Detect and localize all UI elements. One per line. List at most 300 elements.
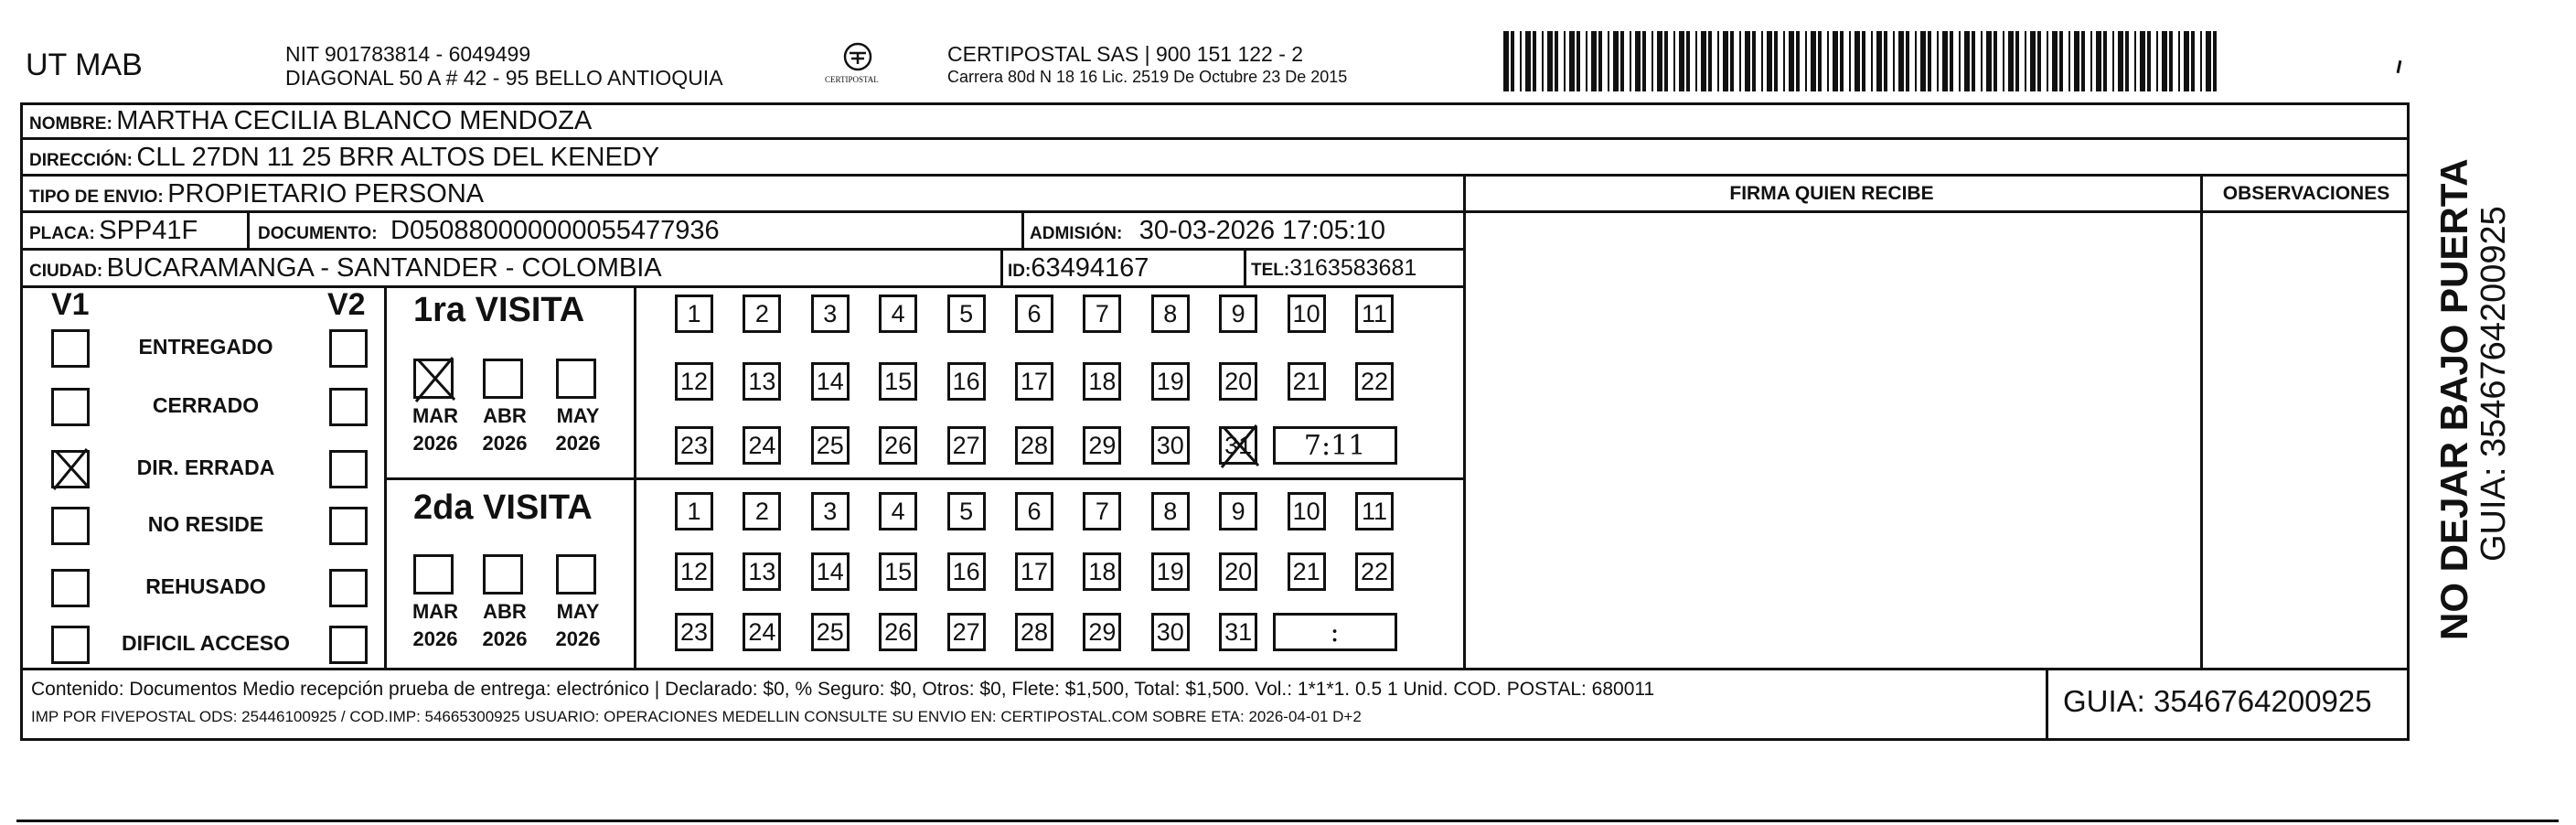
barcode-bar bbox=[1783, 31, 1785, 91]
day-number: 13 bbox=[748, 557, 776, 585]
barcode-bar bbox=[1811, 31, 1816, 91]
ciudad-field bbox=[29, 253, 662, 284]
nombre-value: MARTHA CECILIA BLANCO MENDOZA bbox=[116, 106, 593, 135]
status-label: CERRADO bbox=[152, 393, 260, 417]
barcode-bar bbox=[1789, 31, 1794, 91]
admision-field bbox=[1030, 216, 1385, 246]
v1-label: V1 bbox=[51, 287, 90, 322]
day-cell[interactable] bbox=[743, 295, 781, 333]
year-label: 2026 bbox=[555, 432, 601, 455]
barcode-bar bbox=[2125, 31, 2129, 91]
barcode-bar bbox=[1862, 31, 1865, 91]
barcode-bar bbox=[1915, 31, 1917, 91]
placa-value: SPP41F bbox=[99, 216, 198, 245]
day-number: 9 bbox=[1231, 299, 1245, 327]
day-number: 27 bbox=[952, 617, 980, 646]
barcode-bar bbox=[1701, 31, 1706, 91]
barcode-bar bbox=[1555, 31, 1558, 91]
v1-checkbox[interactable] bbox=[51, 626, 90, 664]
barcode-bar bbox=[1630, 31, 1631, 91]
month-checkbox[interactable] bbox=[556, 554, 596, 595]
barcode-bar bbox=[1511, 31, 1514, 91]
day-number: 30 bbox=[1156, 617, 1184, 646]
barcode-bar bbox=[2200, 31, 2202, 91]
day-cell[interactable] bbox=[1288, 492, 1326, 530]
day-cell[interactable] bbox=[1219, 552, 1257, 591]
day-cell[interactable] bbox=[1219, 362, 1257, 401]
day-number: 19 bbox=[1156, 557, 1184, 585]
barcode-bar bbox=[2156, 31, 2158, 91]
barcode-bar bbox=[1723, 31, 1728, 91]
barcode-bar bbox=[1591, 31, 1597, 91]
day-number: 3 bbox=[823, 299, 838, 327]
barcode-bar bbox=[1686, 31, 1690, 91]
barcode-bar bbox=[2052, 31, 2058, 91]
day-cell[interactable] bbox=[1219, 295, 1257, 333]
day-number: 3 bbox=[823, 497, 838, 525]
barcode-bar bbox=[1871, 31, 1873, 91]
side-guia: GUIA: 3546764200925 bbox=[2474, 206, 2513, 562]
month-checkbox[interactable] bbox=[556, 359, 596, 399]
barcode-bar bbox=[1855, 31, 1860, 91]
barcode-bar bbox=[1635, 31, 1641, 91]
id-label: ID: bbox=[1008, 262, 1031, 281]
day-number: 31 bbox=[1224, 431, 1253, 459]
day-cell[interactable] bbox=[1151, 552, 1190, 591]
barcode-bar bbox=[1818, 31, 1822, 91]
month-checkbox[interactable] bbox=[483, 359, 523, 399]
barcode-bar bbox=[1745, 31, 1750, 91]
day-cell[interactable] bbox=[879, 552, 917, 591]
day-number: 12 bbox=[679, 557, 709, 585]
barcode-bar bbox=[1577, 31, 1580, 91]
barcode-bar bbox=[2068, 31, 2070, 91]
day-cell[interactable] bbox=[811, 552, 850, 591]
day-cell[interactable] bbox=[1015, 426, 1053, 465]
month-label: MAR bbox=[412, 404, 459, 427]
day-cell[interactable] bbox=[947, 613, 986, 651]
v1-checkbox[interactable] bbox=[51, 569, 90, 607]
barcode-bar bbox=[1986, 31, 1992, 91]
day-cell[interactable] bbox=[1288, 295, 1326, 333]
day-cell[interactable] bbox=[1083, 362, 1121, 401]
direccion-value: CLL 27DN 11 25 BRR ALTOS DEL KENEDY bbox=[136, 143, 660, 172]
firma-area[interactable] bbox=[1466, 213, 2200, 668]
documento-field bbox=[258, 216, 720, 246]
time-field[interactable] bbox=[1273, 426, 1397, 465]
placa-field bbox=[29, 216, 198, 246]
day-cell[interactable] bbox=[1288, 362, 1326, 401]
barcode-bar bbox=[2037, 31, 2041, 91]
day-cell[interactable] bbox=[811, 492, 850, 530]
day-number: 10 bbox=[1292, 299, 1320, 327]
status-label: DIFICIL ACCESO bbox=[121, 631, 290, 655]
day-cell[interactable] bbox=[1015, 552, 1053, 591]
month-checkbox[interactable] bbox=[413, 554, 454, 595]
barcode-bar bbox=[2184, 31, 2189, 91]
barcode-bar bbox=[2003, 31, 2004, 91]
day-number: 8 bbox=[1163, 497, 1178, 525]
day-cell[interactable] bbox=[879, 295, 917, 333]
barcode-bar bbox=[1920, 31, 1926, 91]
day-number: 15 bbox=[884, 367, 913, 395]
day-number: 27 bbox=[952, 431, 980, 459]
day-number: 28 bbox=[1020, 617, 1049, 646]
time-field[interactable] bbox=[1273, 613, 1397, 651]
day-number: 7 bbox=[1095, 299, 1109, 327]
day-number: 16 bbox=[952, 367, 980, 395]
sender-name: UT MAB bbox=[26, 48, 143, 82]
v1-checkbox[interactable] bbox=[51, 507, 90, 545]
day-cell[interactable] bbox=[879, 426, 917, 465]
day-number: 26 bbox=[884, 617, 913, 646]
v1-checkbox[interactable] bbox=[51, 388, 90, 426]
day-number: 21 bbox=[1292, 557, 1320, 585]
day-cell[interactable] bbox=[675, 613, 713, 651]
footer-contenido: Contenido: Documentos Medio recepción prueba de entrega: electrónico | Declarado: $0, % Seguro: $0, Otros: $0, Flete: $1,500, Total: $1,500. Vol.: 1*1*1. 0.5 1 Unid. COD. POSTAL: 680011 bbox=[31, 679, 1655, 700]
v2-checkbox[interactable] bbox=[329, 329, 368, 368]
tipo-row bbox=[29, 179, 484, 209]
admision-value: 30-03-2026 17:05:10 bbox=[1138, 216, 1386, 245]
day-cell[interactable] bbox=[1355, 295, 1394, 333]
day-cell[interactable] bbox=[1219, 613, 1257, 651]
day-number: 4 bbox=[891, 299, 905, 327]
day-number: 2 bbox=[754, 299, 769, 327]
day-cell[interactable] bbox=[1015, 492, 1053, 530]
barcode-bar bbox=[1657, 31, 1662, 91]
barcode-bar bbox=[2081, 31, 2085, 91]
day-number: 11 bbox=[1361, 497, 1388, 525]
v2-checkbox[interactable] bbox=[329, 507, 368, 545]
day-cell[interactable] bbox=[675, 295, 713, 333]
barcode-bar bbox=[2025, 31, 2026, 91]
direccion-label: DIRECCIÓN: bbox=[29, 151, 133, 170]
day-cell[interactable] bbox=[743, 362, 781, 401]
day-cell[interactable] bbox=[947, 492, 986, 530]
status-label: ENTREGADO bbox=[138, 335, 273, 359]
tipo-value: PROPIETARIO PERSONA bbox=[167, 179, 485, 209]
day-cell[interactable] bbox=[1355, 552, 1394, 591]
day-number: 26 bbox=[884, 431, 913, 459]
barcode-bar bbox=[1884, 31, 1887, 91]
barcode-bar bbox=[1893, 31, 1895, 91]
page-bottom-line bbox=[16, 820, 2559, 822]
day-number: 14 bbox=[816, 367, 844, 395]
id-field bbox=[1008, 253, 1149, 284]
side-warning: NO DEJAR BAJO PUERTA bbox=[2432, 158, 2475, 640]
stray-mark bbox=[2397, 60, 2402, 73]
month-label: MAY bbox=[556, 600, 600, 623]
barcode-bar bbox=[2090, 31, 2092, 91]
time-value: 7:11 bbox=[1303, 429, 1366, 462]
barcode-bar bbox=[1503, 31, 1509, 91]
barcode-bar bbox=[1642, 31, 1646, 91]
day-number: 25 bbox=[816, 617, 844, 646]
day-cell[interactable] bbox=[1288, 552, 1326, 591]
barcode-bar bbox=[1717, 31, 1719, 91]
barcode-bar bbox=[1533, 31, 1536, 91]
barcode-bar bbox=[1752, 31, 1756, 91]
day-number: 24 bbox=[748, 617, 776, 646]
tel-label: TEL: bbox=[1251, 261, 1290, 280]
v2-checkbox[interactable] bbox=[329, 569, 368, 607]
day-cell[interactable] bbox=[1083, 295, 1121, 333]
day-cell[interactable] bbox=[1015, 613, 1053, 651]
barcode-bar bbox=[1664, 31, 1668, 91]
month-label: MAY bbox=[556, 404, 600, 427]
day-cell[interactable] bbox=[1151, 613, 1190, 651]
barcode-bar bbox=[1708, 31, 1712, 91]
day-cell[interactable] bbox=[947, 426, 986, 465]
tel-value: 3163583681 bbox=[1289, 255, 1417, 281]
ciudad-value: BUCARAMANGA - SANTANDER - COLOMBIA bbox=[106, 253, 662, 283]
barcode-bar bbox=[2213, 31, 2217, 91]
month-checkbox[interactable] bbox=[483, 554, 523, 595]
status-label: REHUSADO bbox=[145, 574, 266, 598]
firma-header: FIRMA QUIEN RECIBE bbox=[1729, 183, 1934, 204]
v2-checkbox[interactable] bbox=[329, 626, 368, 664]
barcode-bar bbox=[2047, 31, 2048, 91]
barcode-bar bbox=[1937, 31, 1939, 91]
day-cell[interactable] bbox=[1219, 492, 1257, 530]
v2-checkbox[interactable] bbox=[329, 450, 368, 488]
day-cell[interactable] bbox=[1151, 362, 1190, 401]
day-number: 23 bbox=[679, 431, 709, 459]
day-cell[interactable] bbox=[1083, 426, 1121, 465]
barcode-bar bbox=[2096, 31, 2101, 91]
barcode bbox=[1503, 31, 2226, 93]
barcode-bar bbox=[2147, 31, 2151, 91]
day-cell[interactable] bbox=[811, 426, 850, 465]
day-number: 1 bbox=[687, 299, 701, 327]
day-number: 25 bbox=[816, 431, 844, 459]
day-cell[interactable] bbox=[1083, 552, 1121, 591]
barcode-bar bbox=[1679, 31, 1684, 91]
barcode-bar bbox=[1730, 31, 1734, 91]
day-cell[interactable] bbox=[675, 426, 713, 465]
barcode-bar bbox=[1547, 31, 1553, 91]
barcode-bar bbox=[1651, 31, 1653, 91]
company-license: Carrera 80d N 18 16 Lic. 2519 De Octubre 23 De 2015 bbox=[947, 68, 1348, 86]
barcode-bar bbox=[2169, 31, 2173, 91]
month-label: MAR bbox=[412, 600, 459, 623]
day-number: 5 bbox=[959, 299, 974, 327]
observaciones-area[interactable] bbox=[2203, 213, 2410, 668]
certipostal-logo bbox=[821, 40, 894, 95]
barcode-bar bbox=[1796, 31, 1800, 91]
v1-checkbox[interactable] bbox=[51, 450, 90, 488]
barcode-bar bbox=[1876, 31, 1882, 91]
barcode-bar bbox=[1906, 31, 1909, 91]
barcode-bar bbox=[2134, 31, 2136, 91]
barcode-bar bbox=[1964, 31, 1970, 91]
day-cell[interactable] bbox=[879, 492, 917, 530]
day-cell[interactable] bbox=[811, 362, 850, 401]
tel-field bbox=[1251, 255, 1416, 282]
day-number: 7 bbox=[1095, 497, 1109, 525]
day-number: 1 bbox=[687, 497, 701, 525]
barcode-bar bbox=[1620, 31, 1624, 91]
barcode-bar bbox=[1564, 31, 1566, 91]
day-cell[interactable] bbox=[947, 295, 986, 333]
day-cell[interactable] bbox=[1151, 295, 1190, 333]
barcode-bar bbox=[1833, 31, 1838, 91]
barcode-bar bbox=[1598, 31, 1602, 91]
barcode-bar bbox=[1950, 31, 1953, 91]
barcode-bar bbox=[1942, 31, 1948, 91]
day-number: 29 bbox=[1088, 431, 1117, 459]
documento-value: D050880000000055477936 bbox=[390, 216, 720, 245]
day-cell[interactable] bbox=[947, 552, 986, 591]
nombre-label: NOMBRE: bbox=[29, 114, 112, 134]
tipo-label: TIPO DE ENVIO: bbox=[29, 188, 164, 207]
day-cell[interactable] bbox=[675, 362, 713, 401]
visit1-title: 1ra VISITA bbox=[413, 291, 585, 329]
barcode-bar bbox=[2118, 31, 2123, 91]
day-number: 22 bbox=[1360, 367, 1389, 395]
barcode-bar bbox=[1827, 31, 1829, 91]
barcode-bar bbox=[1774, 31, 1778, 91]
day-number: 20 bbox=[1224, 367, 1253, 395]
day-number: 28 bbox=[1020, 431, 1049, 459]
barcode-bar bbox=[2178, 31, 2180, 91]
day-number: 6 bbox=[1027, 299, 1042, 327]
day-number: 8 bbox=[1163, 299, 1178, 327]
day-number: 6 bbox=[1027, 497, 1042, 525]
barcode-bar bbox=[1673, 31, 1675, 91]
day-cell[interactable] bbox=[743, 492, 781, 530]
footer-imp: IMP POR FIVEPOSTAL ODS: 25446100925 / COD.IMP: 54665300925 USUARIO: OPERACIONES MEDELLIN CONSULTE SU ENVIO EN: CERTIPOSTAL.COM SOBRE ETA: 2026-04-01 D+2 bbox=[31, 708, 1362, 725]
v2-checkbox[interactable] bbox=[329, 388, 368, 426]
day-number: 11 bbox=[1361, 299, 1388, 327]
day-cell[interactable] bbox=[1355, 492, 1394, 530]
day-number: 18 bbox=[1088, 557, 1117, 585]
barcode-bar bbox=[2206, 31, 2211, 91]
nombre-row bbox=[29, 106, 592, 136]
time-value: : bbox=[1330, 616, 1340, 648]
v1-checkbox[interactable] bbox=[51, 329, 90, 368]
barcode-bar bbox=[1739, 31, 1741, 91]
day-cell[interactable] bbox=[1015, 295, 1053, 333]
day-number: 29 bbox=[1088, 617, 1117, 646]
status-label: NO RESIDE bbox=[147, 512, 264, 536]
barcode-bar bbox=[1586, 31, 1587, 91]
barcode-bar bbox=[2074, 31, 2079, 91]
day-number: 30 bbox=[1156, 431, 1184, 459]
day-number: 17 bbox=[1020, 557, 1049, 585]
v2-label: V2 bbox=[327, 287, 366, 322]
day-number: 9 bbox=[1231, 497, 1245, 525]
barcode-bar bbox=[1520, 31, 1522, 91]
company-name: CERTIPOSTAL SAS | 900 151 122 - 2 bbox=[947, 42, 1304, 66]
year-label: 2026 bbox=[482, 432, 528, 455]
day-number: 21 bbox=[1292, 367, 1320, 395]
day-number: 24 bbox=[748, 431, 776, 459]
day-number: 4 bbox=[891, 497, 905, 525]
day-number: 15 bbox=[884, 557, 913, 585]
barcode-bar bbox=[1542, 31, 1544, 91]
day-cell[interactable] bbox=[675, 552, 713, 591]
barcode-bar bbox=[1849, 31, 1851, 91]
day-number: 12 bbox=[679, 367, 709, 395]
placa-label: PLACA: bbox=[29, 224, 95, 243]
footer-guia: GUIA: 3546764200925 bbox=[2063, 684, 2372, 718]
barcode-bar bbox=[1972, 31, 1975, 91]
barcode-bar bbox=[2008, 31, 2014, 91]
barcode-bar bbox=[1608, 31, 1609, 91]
observaciones-header: OBSERVACIONES bbox=[2222, 183, 2390, 204]
year-label: 2026 bbox=[412, 627, 458, 650]
day-cell[interactable] bbox=[1083, 613, 1121, 651]
barcode-bar bbox=[1613, 31, 1619, 91]
barcode-bar bbox=[1840, 31, 1844, 91]
ciudad-label: CIUDAD: bbox=[29, 262, 103, 281]
barcode-bar bbox=[1805, 31, 1807, 91]
day-cell[interactable] bbox=[947, 362, 986, 401]
day-cell[interactable] bbox=[1219, 426, 1257, 465]
day-cell[interactable] bbox=[879, 362, 917, 401]
barcode-bar bbox=[2112, 31, 2114, 91]
admision-label: ADMISIÓN: bbox=[1030, 224, 1123, 243]
barcode-bar bbox=[2015, 31, 2019, 91]
year-label: 2026 bbox=[555, 627, 601, 650]
day-number: 13 bbox=[748, 367, 776, 395]
barcode-bar bbox=[1898, 31, 1904, 91]
barcode-bar bbox=[1959, 31, 1961, 91]
day-number: 17 bbox=[1020, 367, 1049, 395]
day-cell[interactable] bbox=[1151, 426, 1190, 465]
barcode-bar bbox=[1695, 31, 1697, 91]
year-label: 2026 bbox=[412, 432, 458, 455]
barcode-bar bbox=[1993, 31, 1997, 91]
day-number: 16 bbox=[952, 557, 980, 585]
barcode-bar bbox=[1928, 31, 1931, 91]
day-cell[interactable] bbox=[811, 295, 850, 333]
day-number: 14 bbox=[816, 557, 844, 585]
barcode-bar bbox=[2191, 31, 2195, 91]
barcode-bar bbox=[2140, 31, 2145, 91]
barcode-bar bbox=[1525, 31, 1531, 91]
day-cell[interactable] bbox=[1083, 492, 1121, 530]
sender-address: DIAGONAL 50 A # 42 - 95 BELLO ANTIOQUIA bbox=[285, 66, 723, 90]
day-number: 19 bbox=[1156, 367, 1184, 395]
day-cell[interactable] bbox=[1355, 362, 1394, 401]
day-number: 10 bbox=[1292, 497, 1320, 525]
day-cell[interactable] bbox=[1151, 492, 1190, 530]
barcode-bar bbox=[1569, 31, 1575, 91]
year-label: 2026 bbox=[482, 627, 528, 650]
day-number: 20 bbox=[1224, 557, 1253, 585]
day-cell[interactable] bbox=[743, 426, 781, 465]
month-checkbox[interactable] bbox=[413, 359, 454, 399]
day-number: 2 bbox=[754, 497, 769, 525]
sender-nit: NIT 901783814 - 6049499 bbox=[285, 42, 531, 66]
day-number: 23 bbox=[679, 617, 709, 646]
day-cell[interactable] bbox=[1015, 362, 1053, 401]
day-cell[interactable] bbox=[675, 492, 713, 530]
barcode-bar bbox=[2030, 31, 2036, 91]
barcode-bar bbox=[2162, 31, 2167, 91]
month-label: ABR bbox=[483, 404, 527, 427]
day-cell[interactable] bbox=[879, 613, 917, 651]
day-cell[interactable] bbox=[811, 613, 850, 651]
day-number: 31 bbox=[1224, 617, 1253, 646]
day-cell[interactable] bbox=[743, 552, 781, 591]
barcode-bar bbox=[1761, 31, 1763, 91]
status-label: DIR. ERRADA bbox=[136, 455, 275, 479]
barcode-bar bbox=[1767, 31, 1772, 91]
day-cell[interactable] bbox=[743, 613, 781, 651]
